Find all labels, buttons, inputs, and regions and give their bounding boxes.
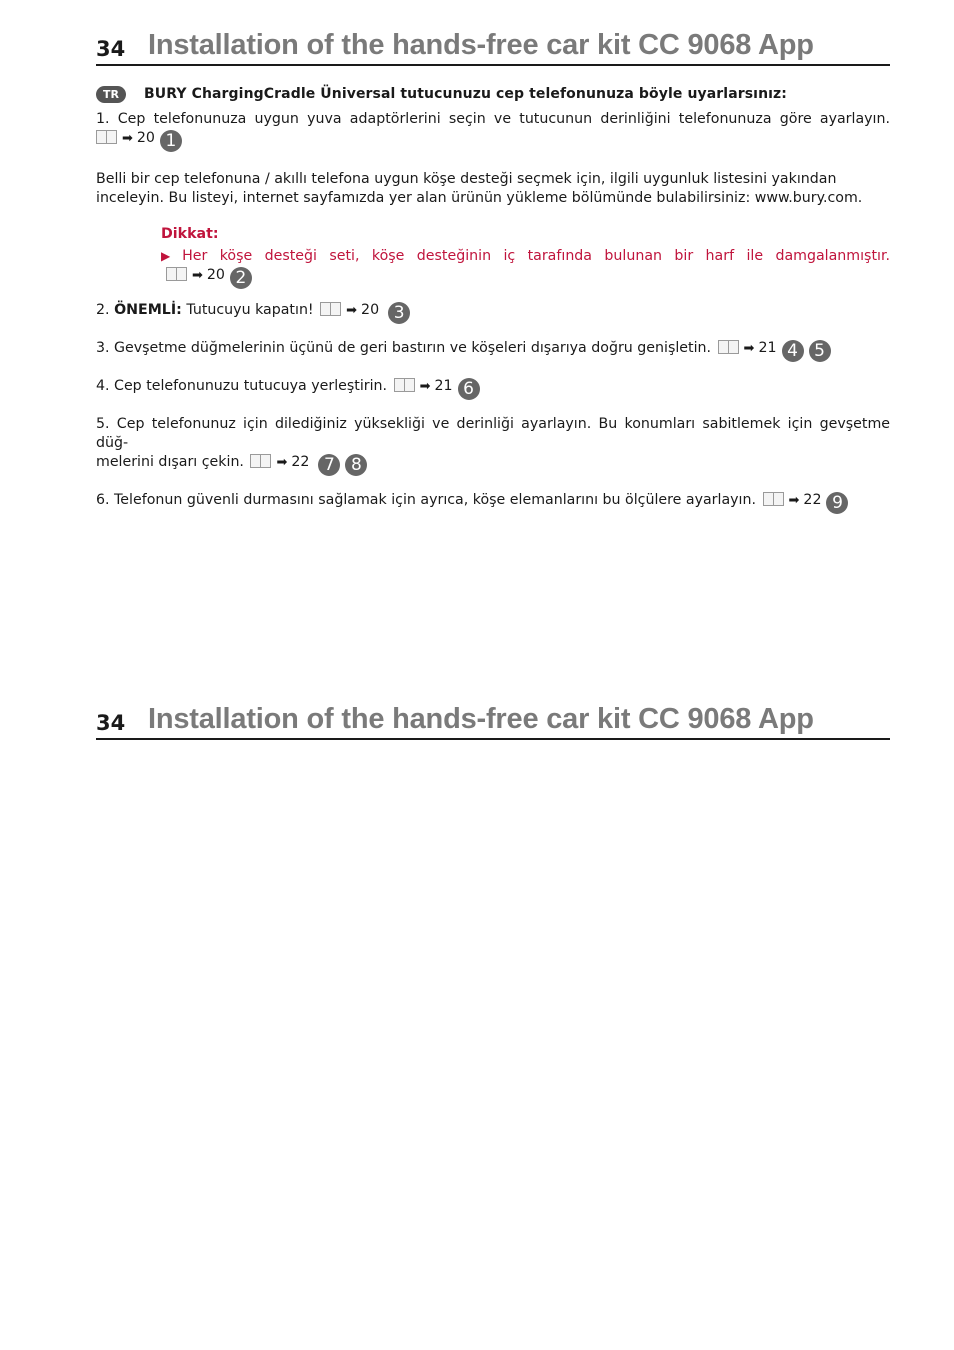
step-5-text: melerini dışarı çekin. — [96, 454, 244, 470]
step-1-text: 1. Cep telefonunuza uygun yuva adaptörlerini seçin ve tutucunun derinliğini telefonunuza göre ayarlayın. — [96, 111, 890, 127]
arrow-right-icon: ➡ — [788, 493, 800, 508]
page-ref: 20 — [136, 130, 155, 146]
compatibility-paragraph: Belli bir cep telefonuna / akıllı telefona uygun köşe desteği seçmek için, ilgili uygunluk listesini yakından inceleyin. Bu listeyi, internet sayfamızda yer alan ürünün yükleme bölümünde bulabilirsiniz: www.bury.com. — [96, 171, 863, 206]
book-icon — [718, 340, 739, 354]
figure-number-badge: 6 — [458, 378, 480, 400]
step-2-number: 2. — [96, 302, 110, 318]
page-header-top — [96, 30, 890, 66]
step-5-line-2 — [96, 453, 890, 476]
page-ref: 21 — [434, 378, 453, 394]
step-6-text: 6. Telefonun güvenli durmasını sağlamak için ayrıca, köşe elemanlarını bu ölçülere ayarlayın. — [96, 492, 756, 508]
step-1-ref — [96, 129, 890, 152]
step-6 — [96, 491, 890, 514]
page-title: Installation of the hands-free car kit CC 9068 App — [148, 29, 814, 61]
note-block — [161, 225, 890, 289]
page-number: 34 — [96, 711, 126, 735]
step-2-text: Tutucuyu kapatın! — [186, 302, 314, 318]
page-ref: 21 — [758, 340, 777, 356]
figure-number-badge: 4 — [782, 340, 804, 362]
arrow-right-icon: ➡ — [122, 131, 133, 146]
arrow-right-icon: ➡ — [276, 455, 288, 470]
language-badge: TR — [96, 86, 126, 103]
book-icon — [320, 302, 341, 316]
intro-line — [96, 84, 890, 104]
book-icon — [250, 454, 271, 468]
book-icon — [96, 130, 117, 144]
note-text: Her köşe desteği seti, köşe desteğinin iç tarafında bulunan bir harf ile damgalanmıştır. — [182, 248, 890, 264]
page-number: 34 — [96, 37, 126, 61]
figure-number-badge: 3 — [388, 302, 410, 324]
book-icon — [394, 378, 415, 392]
figure-number-badge: 1 — [160, 130, 182, 152]
page-header-bottom — [96, 704, 890, 740]
step-5 — [96, 415, 890, 476]
arrow-right-icon: ➡ — [192, 268, 203, 283]
book-icon — [166, 267, 187, 281]
page-ref: 20 — [206, 267, 225, 283]
page-ref: 22 — [803, 492, 822, 508]
page-title: Installation of the hands-free car kit CC 9068 App — [148, 703, 814, 735]
step-4-text: 4. Cep telefonunuzu tutucuya yerleştirin. — [96, 378, 388, 394]
figure-number-badge: 7 — [318, 454, 340, 476]
step-2 — [96, 301, 890, 324]
step-5-line-1: 5. Cep telefonunuz için dilediğiniz yüksekliği ve derinliği ayarlayın. Bu konumları sabitlemek için gevşetme düğ- — [96, 416, 890, 451]
step-3 — [96, 339, 890, 362]
figure-number-badge: 2 — [230, 267, 252, 289]
step-4 — [96, 377, 890, 400]
step-2-label: ÖNEMLİ: — [114, 302, 182, 318]
figure-number-badge: 9 — [826, 492, 848, 514]
arrow-right-icon: ➡ — [346, 303, 358, 318]
instructions-section — [96, 84, 890, 529]
arrow-right-icon: ➡ — [419, 379, 431, 394]
figure-number-badge: 5 — [809, 340, 831, 362]
step-3-text: 3. Gevşetme düğmelerinin üçünü de geri bastırın ve köşeleri dışarıya doğru genişletin. — [96, 340, 712, 356]
page-ref: 22 — [291, 454, 310, 470]
note-text-line — [161, 247, 890, 266]
note-title: Dikkat: — [161, 226, 219, 242]
page-ref: 20 — [361, 302, 380, 318]
figure-number-badge: 8 — [345, 454, 367, 476]
book-icon — [763, 492, 784, 506]
triangle-bullet-icon: ▶ — [161, 249, 179, 263]
arrow-right-icon: ➡ — [743, 341, 755, 356]
note-ref — [161, 266, 890, 289]
intro-heading: BURY ChargingCradle Üniversal tutucunuzu cep telefonunuza böyle uyarlarsınız: — [144, 85, 787, 102]
